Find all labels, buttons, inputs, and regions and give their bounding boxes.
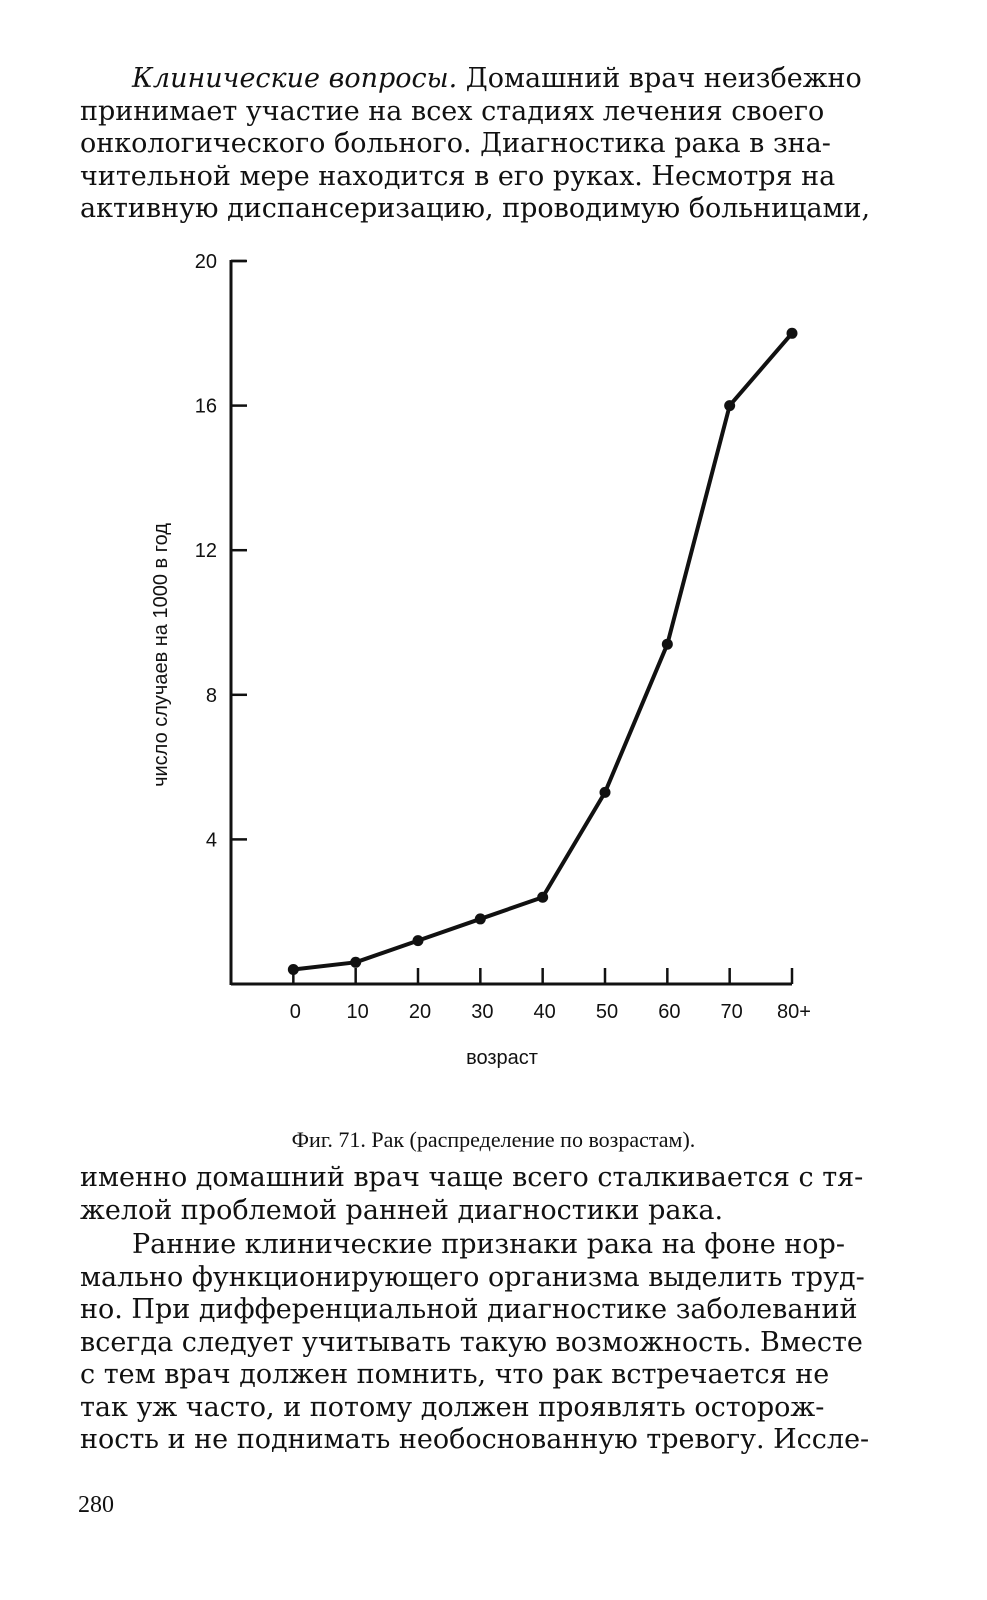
paragraph-line: но. При дифференциальной диагностике заболеваний	[80, 1294, 858, 1325]
x-tick-label: 10	[346, 1001, 369, 1023]
paragraph-line-text: Домашний врач неизбежно	[457, 63, 862, 94]
paragraph-line: мально функционирующего организма выделить труд-	[80, 1261, 865, 1293]
figure-caption: Фиг. 71. Рак (распределение по возрастам).	[291, 1127, 696, 1152]
paragraph-line: ность и не поднимать необоснованную тревогу. Иссле-	[80, 1424, 870, 1455]
x-tick-label: 60	[658, 1001, 681, 1023]
paragraph-line: так уж часто, и потому должен проявлять осторож-	[80, 1391, 825, 1423]
y-tick-label: 20	[194, 251, 217, 273]
paragraph-clinical-signs	[80, 1229, 895, 1457]
x-tick-label: 0	[289, 1001, 301, 1023]
y-tick-label: 4	[205, 829, 217, 852]
paragraph-line: с тем врач должен помнить, что рак встречается не	[80, 1359, 830, 1390]
series-line	[293, 333, 792, 969]
x-tick-label: 50	[595, 1001, 619, 1023]
paragraph-line: чительной мере находится в его руках. Несмотря на	[80, 160, 836, 192]
paragraph-line: именно домашний врач чаще всего сталкивается с тя-	[80, 1162, 864, 1193]
y-tick-label: 12	[194, 540, 217, 563]
y-axis	[231, 260, 246, 985]
age-distribution-chart	[0, 250, 987, 1090]
data-point	[475, 913, 486, 924]
data-point	[350, 957, 361, 968]
y-axis-title: число случаев на 1000 в год	[150, 523, 172, 787]
data-point	[662, 639, 673, 650]
paragraph-clinical-questions	[80, 63, 895, 226]
data-point	[724, 400, 735, 411]
y-tick-label: 8	[205, 684, 217, 707]
run-in-heading: Клинические вопросы.	[132, 63, 458, 94]
x-axis-title: возраст	[466, 1047, 538, 1069]
paragraph-line: онкологического больного. Диагностика рака в зна-	[80, 128, 831, 159]
x-tick-label: 40	[533, 1001, 556, 1023]
paragraph-line	[80, 63, 895, 96]
y-tick-label: 16	[194, 395, 217, 418]
paragraph-early-diagnosis	[80, 1162, 895, 1227]
data-point	[413, 935, 424, 946]
paragraph-line: желой проблемой ранней диагностики рака.	[80, 1194, 724, 1226]
page-number: 280	[78, 1492, 114, 1518]
data-point	[537, 892, 548, 903]
data-point	[600, 787, 611, 798]
x-tick-label: 70	[720, 1001, 743, 1023]
paragraph-line: активную диспансеризацию, проводимую больницами,	[80, 193, 871, 224]
paragraph-line: Ранние клинические признаки рака на фоне нор-	[132, 1229, 845, 1260]
x-tick-label: 30	[471, 1001, 494, 1023]
paragraph-line: принимает участие на всех стадиях лечения своего	[80, 95, 825, 127]
x-tick-label: 20	[408, 1001, 432, 1023]
paragraph-line: всегда следует учитывать такую возможность. Вместе	[80, 1326, 863, 1358]
data-point	[288, 964, 299, 975]
x-tick-label: 80+	[777, 1001, 811, 1023]
data-point	[787, 328, 798, 339]
